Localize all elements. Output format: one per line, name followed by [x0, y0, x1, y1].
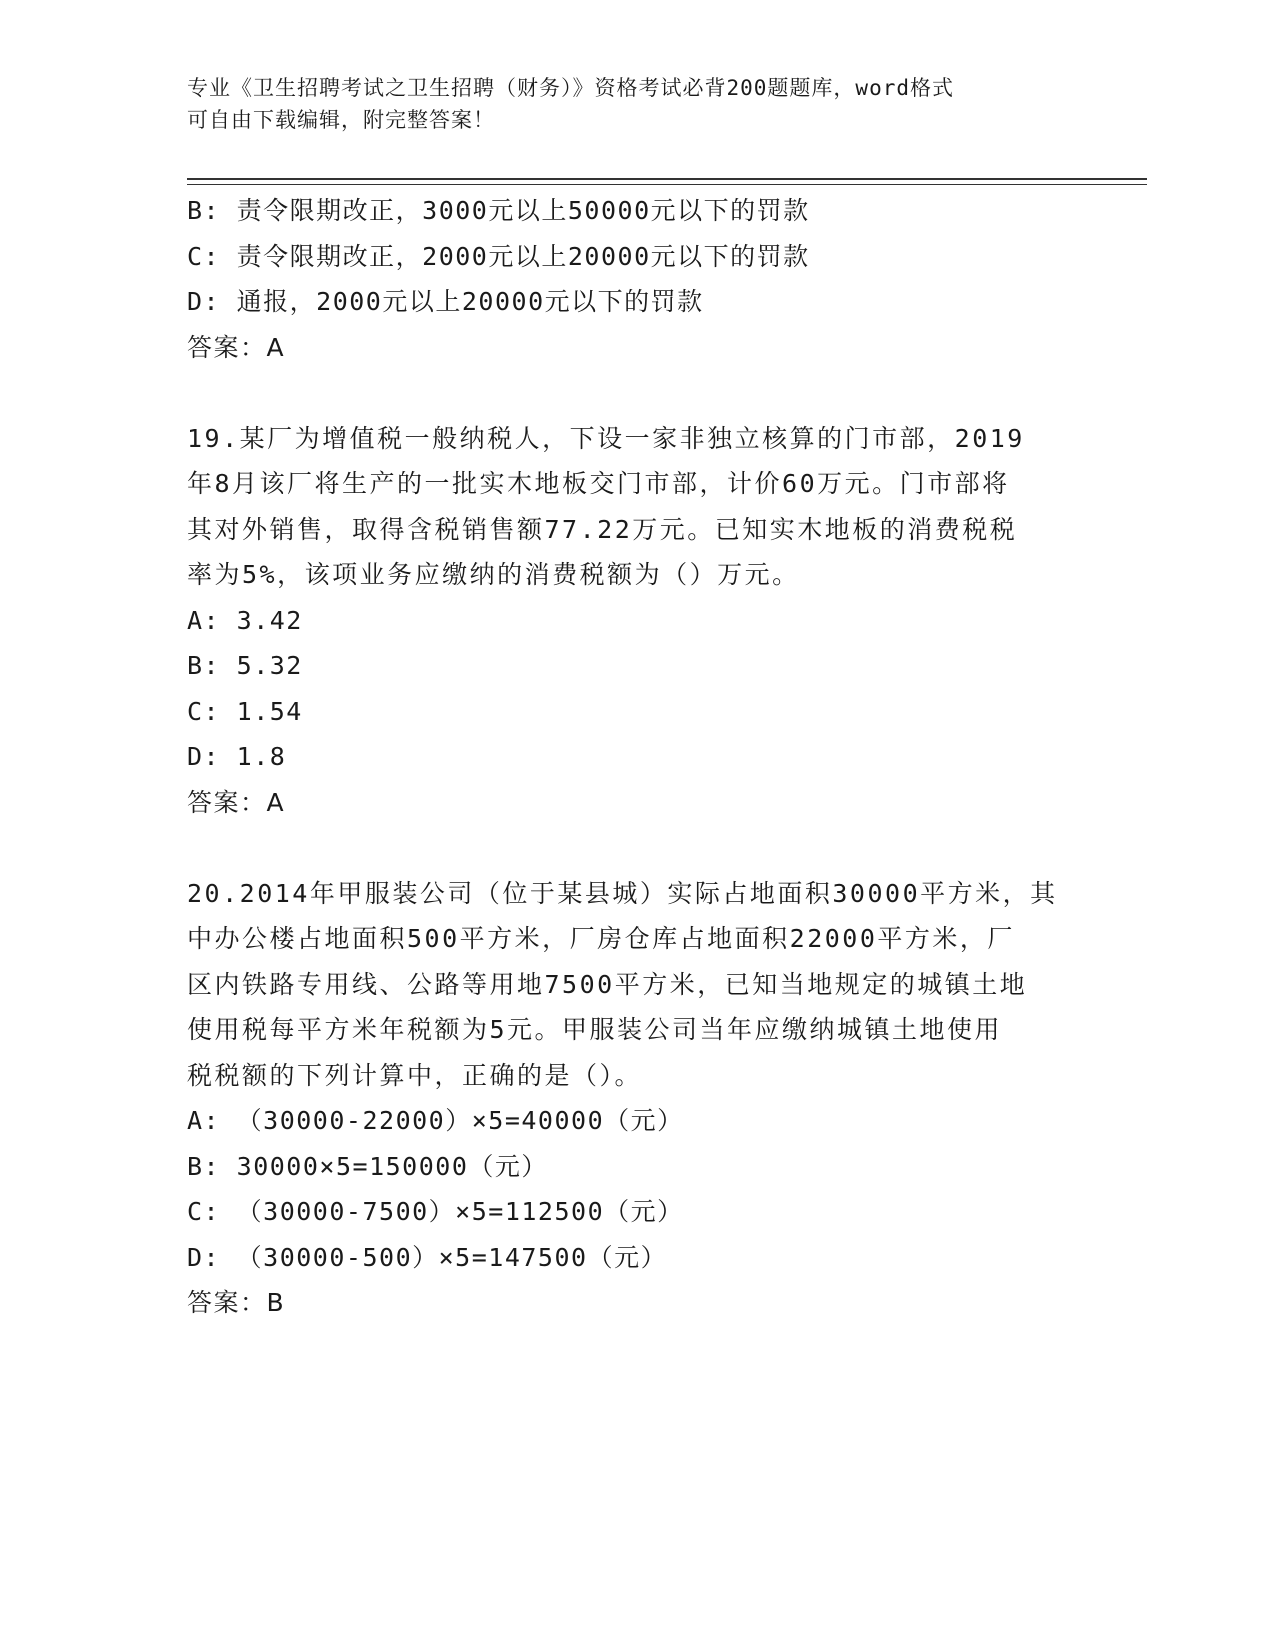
option-b: B: 责令限期改正，3000元以上50000元以下的罚款	[187, 196, 810, 225]
question-stem-line: 税税额的下列计算中，正确的是（）。	[187, 1060, 643, 1090]
question-19	[187, 416, 1087, 826]
question-content	[187, 188, 1087, 1326]
answer-line: 答案：A	[187, 787, 286, 817]
question-stem-line: 使用税每平方米年税额为5元。甲服装公司当年应缴纳城镇土地使用	[187, 1015, 1003, 1044]
question-18-partial	[187, 188, 1087, 370]
question-stem-line: 19.某厂为增值税一般纳税人，下设一家非独立核算的门市部，2019	[187, 423, 1025, 453]
answer-line: 答案：A	[187, 332, 286, 362]
header-divider-thick	[187, 178, 1147, 180]
question-stem-line: 中办公楼占地面积500平方米，厂房仓库占地面积22000平方米，厂	[187, 924, 1015, 953]
question-20	[187, 871, 1087, 1326]
option-d: D: （30000-500）×5=147500（元）	[187, 1242, 668, 1272]
spacer	[187, 825, 1087, 871]
question-stem-line: 区内铁路专用线、公路等用地7500平方米，已知当地规定的城镇土地	[187, 969, 1028, 999]
header-line-2: 可自由下载编辑，附完整答案！	[187, 108, 495, 132]
header-line-1: 专业《卫生招聘考试之卫生招聘（财务）》资格考试必背200题题库，word格式	[187, 76, 954, 100]
spacer	[187, 370, 1087, 416]
option-c: C: 责令限期改正，2000元以上20000元以下的罚款	[187, 241, 810, 271]
option-b: B: 5.32	[187, 651, 303, 680]
option-a: A: 3.42	[187, 605, 303, 635]
option-d: D: 通报，2000元以上20000元以下的罚款	[187, 287, 704, 316]
answer-line: 答案：B	[187, 1288, 286, 1317]
question-stem-line: 20.2014年甲服装公司（位于某县城）实际占地面积30000平方米，其	[187, 878, 1058, 908]
option-b: B: 30000×5=150000（元）	[187, 1151, 548, 1181]
option-c: C: （30000-7500）×5=112500（元）	[187, 1197, 684, 1226]
question-stem-line: 年8月该厂将生产的一批实木地板交门市部，计价60万元。门市部将	[187, 469, 1010, 498]
option-a: A: （30000-22000）×5=40000（元）	[187, 1106, 684, 1135]
document-header	[187, 72, 1087, 136]
option-c: C: 1.54	[187, 696, 303, 726]
question-stem-line: 其对外销售，取得含税销售额77.22万元。已知实木地板的消费税税	[187, 514, 1018, 544]
question-stem-line: 率为5%，该项业务应缴纳的消费税额为（）万元。	[187, 560, 800, 589]
header-divider-thin	[187, 184, 1147, 185]
option-d: D: 1.8	[187, 742, 287, 771]
